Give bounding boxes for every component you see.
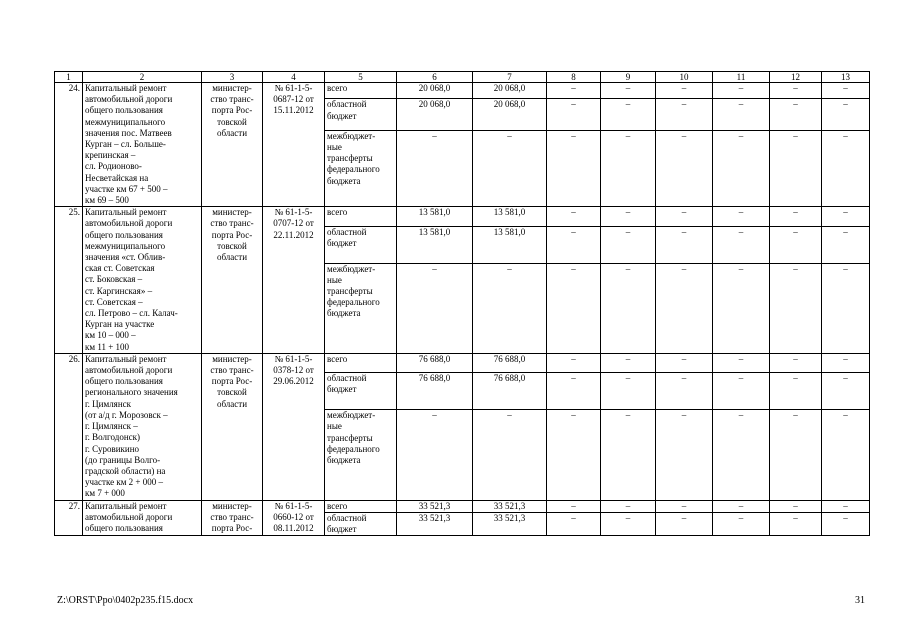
value-col-13: – <box>822 373 870 410</box>
value-col-6: 13 581,0 <box>397 226 473 263</box>
funding-source: всего <box>325 207 397 226</box>
value-col-12: – <box>770 410 822 500</box>
expertise-document: № 61-1-5- 0687-12 от 15.11.2012 <box>263 83 325 207</box>
value-col-10: – <box>656 373 713 410</box>
value-col-6: – <box>397 130 473 206</box>
value-col-6: 33 521,3 <box>397 512 473 535</box>
column-number: 5 <box>325 72 397 83</box>
value-col-7: 76 688,0 <box>473 353 547 372</box>
value-col-8: – <box>547 83 601 99</box>
value-col-8: – <box>547 500 601 512</box>
value-col-13: – <box>822 410 870 500</box>
row-number: 25. <box>55 207 83 354</box>
value-col-6: 76 688,0 <box>397 373 473 410</box>
funding-source: всего <box>325 83 397 99</box>
object-name: Капитальный ремонт автомобильной дороги общего пользования <box>83 500 202 536</box>
value-col-9: – <box>601 130 656 206</box>
budget-table <box>54 71 870 536</box>
column-number: 2 <box>83 72 202 83</box>
value-col-11: – <box>713 99 770 130</box>
value-col-12: – <box>770 130 822 206</box>
value-col-7: 13 581,0 <box>473 226 547 263</box>
value-col-6: 20 068,0 <box>397 83 473 99</box>
value-col-10: – <box>656 130 713 206</box>
column-number: 3 <box>202 72 263 83</box>
object-name: Капитальный ремонт автомобильной дороги общего пользования межмуниципального значения «ст. Облив- ская ст. Советская ст. Боковская – ст. Каргинская» – ст. Советская – сл. Петрово – сл. Калач- Курган на участке км 10 – 000 – км 11 + 100 <box>83 207 202 354</box>
object-name: Капитальный ремонт автомобильной дороги общего пользования межмуниципального значения пос. Матвеев Курган – сл. Больше- крепинская – сл. Родионово- Несветайская на участке км 67 + 500 – км 69 – 500 <box>83 83 202 207</box>
object-name: Капитальный ремонт автомобильной дороги общего пользования регионального значения г. Цимлянск (от а/д г. Морозовск – г. Цимлянск – г. Волгодонск) г. Суровикино (до границы Волго- градской области) на участке км 2 + 000 – км 7 + 000 <box>83 353 202 500</box>
value-col-11: – <box>713 130 770 206</box>
column-number: 13 <box>822 72 870 83</box>
column-number: 9 <box>601 72 656 83</box>
value-col-9: – <box>601 83 656 99</box>
column-number: 1 <box>55 72 83 83</box>
value-col-10: – <box>656 83 713 99</box>
value-col-6: 13 581,0 <box>397 207 473 226</box>
value-col-11: – <box>713 207 770 226</box>
value-col-13: – <box>822 130 870 206</box>
value-col-8: – <box>547 410 601 500</box>
column-number: 6 <box>397 72 473 83</box>
footer-file-path: Z:\ORST\Ppo\0402p235.f15.docx <box>57 595 194 606</box>
column-number: 8 <box>547 72 601 83</box>
value-col-11: – <box>713 83 770 99</box>
value-col-7: – <box>473 130 547 206</box>
column-number: 7 <box>473 72 547 83</box>
value-col-10: – <box>656 226 713 263</box>
funding-source: всего <box>325 353 397 372</box>
value-col-9: – <box>601 207 656 226</box>
funding-source: областной бюджет <box>325 512 397 535</box>
value-col-10: – <box>656 207 713 226</box>
value-col-9: – <box>601 99 656 130</box>
value-col-12: – <box>770 500 822 512</box>
value-col-13: – <box>822 207 870 226</box>
funding-source: областной бюджет <box>325 99 397 130</box>
funding-source: межбюджет- ные трансферты федерального бюджета <box>325 263 397 353</box>
value-col-12: – <box>770 353 822 372</box>
column-number: 10 <box>656 72 713 83</box>
value-col-13: – <box>822 83 870 99</box>
value-col-12: – <box>770 207 822 226</box>
value-col-10: – <box>656 99 713 130</box>
value-col-10: – <box>656 263 713 353</box>
value-col-13: – <box>822 512 870 535</box>
value-col-9: – <box>601 373 656 410</box>
funding-source: областной бюджет <box>325 373 397 410</box>
row-number: 26. <box>55 353 83 500</box>
customer: министер- ство транс- порта Рос- товской области <box>202 353 263 500</box>
funding-source: межбюджет- ные трансферты федерального бюджета <box>325 410 397 500</box>
row-number: 27. <box>55 500 83 536</box>
value-col-7: – <box>473 263 547 353</box>
value-col-7: – <box>473 410 547 500</box>
expertise-document: № 61-1-5- 0378-12 от 29.06.2012 <box>263 353 325 500</box>
value-col-12: – <box>770 512 822 535</box>
value-col-9: – <box>601 353 656 372</box>
value-col-6: – <box>397 263 473 353</box>
customer: министер- ство транс- порта Рос- товской области <box>202 83 263 207</box>
value-col-11: – <box>713 512 770 535</box>
value-col-13: – <box>822 353 870 372</box>
value-col-9: – <box>601 410 656 500</box>
value-col-11: – <box>713 410 770 500</box>
value-col-11: – <box>713 500 770 512</box>
expertise-document: № 61-1-5- 0707-12 от 22.11.2012 <box>263 207 325 354</box>
column-number-row <box>55 72 870 83</box>
table-row <box>55 500 870 512</box>
table-row <box>55 353 870 372</box>
value-col-13: – <box>822 500 870 512</box>
value-col-11: – <box>713 373 770 410</box>
page-number: 31 <box>855 595 865 606</box>
value-col-11: – <box>713 263 770 353</box>
funding-source: областной бюджет <box>325 226 397 263</box>
value-col-8: – <box>547 263 601 353</box>
column-number: 12 <box>770 72 822 83</box>
value-col-9: – <box>601 500 656 512</box>
funding-source: всего <box>325 500 397 512</box>
value-col-7: 13 581,0 <box>473 207 547 226</box>
value-col-12: – <box>770 263 822 353</box>
value-col-13: – <box>822 226 870 263</box>
value-col-12: – <box>770 373 822 410</box>
value-col-8: – <box>547 373 601 410</box>
row-number: 24. <box>55 83 83 207</box>
value-col-11: – <box>713 226 770 263</box>
value-col-8: – <box>547 99 601 130</box>
value-col-7: 20 068,0 <box>473 99 547 130</box>
value-col-7: 33 521,3 <box>473 500 547 512</box>
customer: министер- ство транс- порта Рос- <box>202 500 263 536</box>
value-col-9: – <box>601 226 656 263</box>
value-col-12: – <box>770 83 822 99</box>
value-col-7: 76 688,0 <box>473 373 547 410</box>
value-col-7: 20 068,0 <box>473 83 547 99</box>
column-number: 4 <box>263 72 325 83</box>
value-col-8: – <box>547 353 601 372</box>
value-col-10: – <box>656 512 713 535</box>
value-col-11: – <box>713 353 770 372</box>
value-col-6: 76 688,0 <box>397 353 473 372</box>
value-col-8: – <box>547 207 601 226</box>
column-number: 11 <box>713 72 770 83</box>
value-col-6: – <box>397 410 473 500</box>
table-row <box>55 83 870 99</box>
value-col-8: – <box>547 512 601 535</box>
value-col-10: – <box>656 353 713 372</box>
value-col-8: – <box>547 226 601 263</box>
value-col-12: – <box>770 99 822 130</box>
value-col-6: 33 521,3 <box>397 500 473 512</box>
value-col-9: – <box>601 512 656 535</box>
funding-source: межбюджет- ные трансферты федерального бюджета <box>325 130 397 206</box>
value-col-6: 20 068,0 <box>397 99 473 130</box>
value-col-13: – <box>822 99 870 130</box>
value-col-7: 33 521,3 <box>473 512 547 535</box>
value-col-10: – <box>656 410 713 500</box>
table-row <box>55 207 870 226</box>
expertise-document: № 61-1-5- 0660-12 от 08.11.2012 <box>263 500 325 536</box>
value-col-13: – <box>822 263 870 353</box>
value-col-10: – <box>656 500 713 512</box>
value-col-9: – <box>601 263 656 353</box>
customer: министер- ство транс- порта Рос- товской области <box>202 207 263 354</box>
value-col-12: – <box>770 226 822 263</box>
value-col-8: – <box>547 130 601 206</box>
